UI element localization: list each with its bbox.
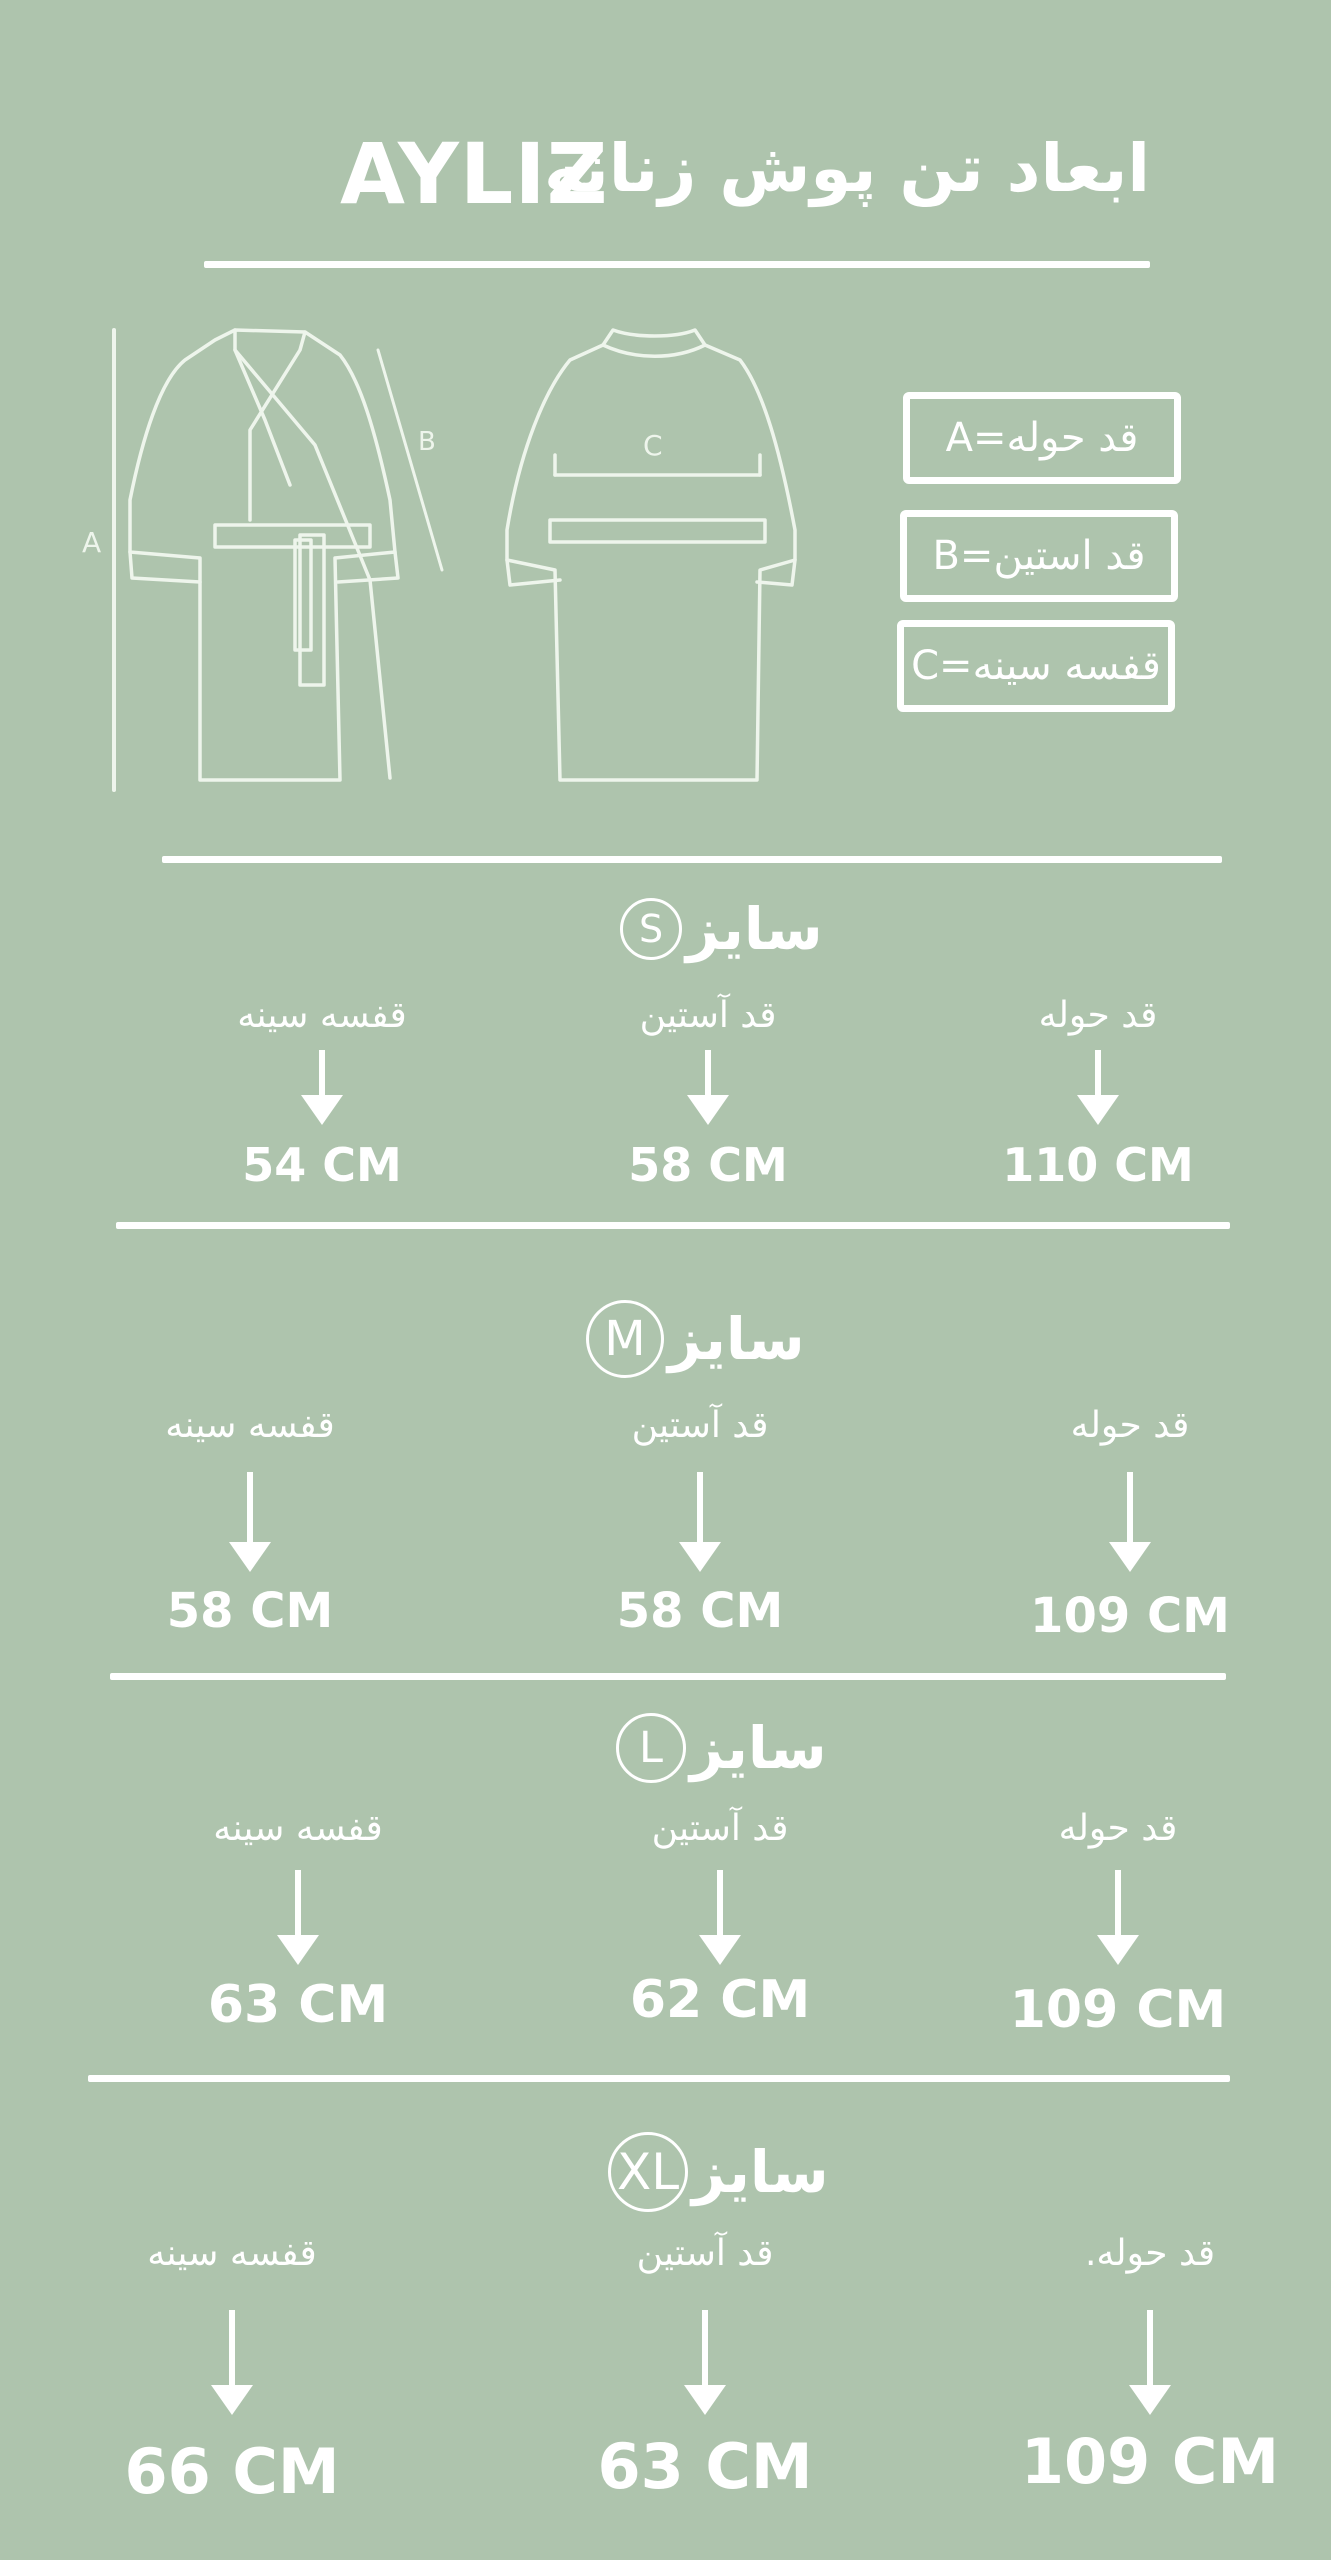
size-letter-badge: XL xyxy=(608,2132,688,2212)
arrow-down-icon xyxy=(273,1870,323,1965)
arrow-down-icon xyxy=(297,1050,347,1125)
measurement-label: قفسه سینه xyxy=(147,2233,317,2274)
measurement-label: قد حوله xyxy=(1038,995,1158,1036)
arrow-down-icon xyxy=(207,2310,257,2415)
measurement-label: قد حوله. xyxy=(1084,2233,1216,2274)
diagram-label-c: C xyxy=(643,429,663,462)
arrow-down-icon xyxy=(1093,1870,1143,1965)
measurement-label: قد آستین xyxy=(651,1808,789,1849)
size-letter-badge: S xyxy=(620,898,682,960)
size-word: سایز xyxy=(686,895,823,963)
measurement-label: قد حوله xyxy=(1070,1405,1190,1446)
measurement-label: قد حوله xyxy=(1058,1808,1178,1849)
legend-box-0 xyxy=(903,392,1181,484)
size-word: سایز xyxy=(690,1714,827,1782)
header-divider xyxy=(204,261,1150,268)
size-heading-M xyxy=(586,1300,805,1378)
arrow-down-icon xyxy=(1073,1050,1123,1125)
legend-text: B=قد استین xyxy=(932,533,1146,579)
size-letter-badge: L xyxy=(616,1713,686,1783)
legend-text: C=قفسه سینه xyxy=(911,643,1161,689)
measurement-label: قفسه سینه xyxy=(165,1405,335,1446)
measurement-value: 63 CM xyxy=(207,1975,389,2035)
measurement-value: 58 CM xyxy=(616,1583,784,1639)
size-word: سایز xyxy=(692,2138,829,2206)
measurement-value: 109 CM xyxy=(1020,2425,1280,2498)
arrow-down-icon xyxy=(675,1472,725,1572)
size-heading-L xyxy=(616,1713,827,1783)
diagram-label-a: A xyxy=(82,526,102,559)
size-letter-badge: M xyxy=(586,1300,664,1378)
measurement-label: قفسه سینه xyxy=(213,1808,383,1849)
measurement-value: 54 CM xyxy=(242,1138,402,1192)
measurement-label: قد آستین xyxy=(631,1405,769,1446)
measurement-value: 109 CM xyxy=(1009,1980,1227,2040)
arrow-down-icon xyxy=(695,1870,745,1965)
measurement-label: قد آستین xyxy=(636,2233,774,2274)
robe-back-icon xyxy=(495,320,815,810)
arrow-down-icon xyxy=(225,1472,275,1572)
measurement-value: 109 CM xyxy=(1030,1588,1230,1644)
diagram-label-b: B xyxy=(418,427,436,457)
measurement-value: 58 CM xyxy=(628,1138,788,1192)
robe-front-icon xyxy=(60,320,490,810)
arrow-down-icon xyxy=(1125,2310,1175,2415)
arrow-down-icon xyxy=(1105,1472,1155,1572)
size-heading-XL xyxy=(608,2132,829,2212)
measurement-value: 58 CM xyxy=(166,1583,334,1639)
arrow-down-icon xyxy=(680,2310,730,2415)
measurement-value: 110 CM xyxy=(1002,1138,1194,1192)
legend-text: A=قد حوله xyxy=(945,415,1139,461)
measurement-label: قد آستین xyxy=(639,995,777,1036)
measurement-value: 66 CM xyxy=(124,2435,340,2508)
legend-box-2 xyxy=(897,620,1175,712)
measurement-value: 62 CM xyxy=(629,1970,811,2030)
arrow-down-icon xyxy=(683,1050,733,1125)
brand-name: AYLIZ xyxy=(340,125,609,223)
size-heading-S xyxy=(620,895,823,963)
legend-box-1 xyxy=(900,510,1178,602)
section-divider xyxy=(110,1673,1226,1680)
section-divider xyxy=(116,1222,1230,1229)
section-divider xyxy=(162,856,1222,863)
measurement-label: قفسه سینه xyxy=(237,995,407,1036)
size-word: سایز xyxy=(668,1305,805,1373)
section-divider xyxy=(88,2075,1230,2082)
measurement-value: 63 CM xyxy=(597,2430,813,2503)
page-title-persian: ابعاد تن پوش زنانه xyxy=(543,130,1150,207)
